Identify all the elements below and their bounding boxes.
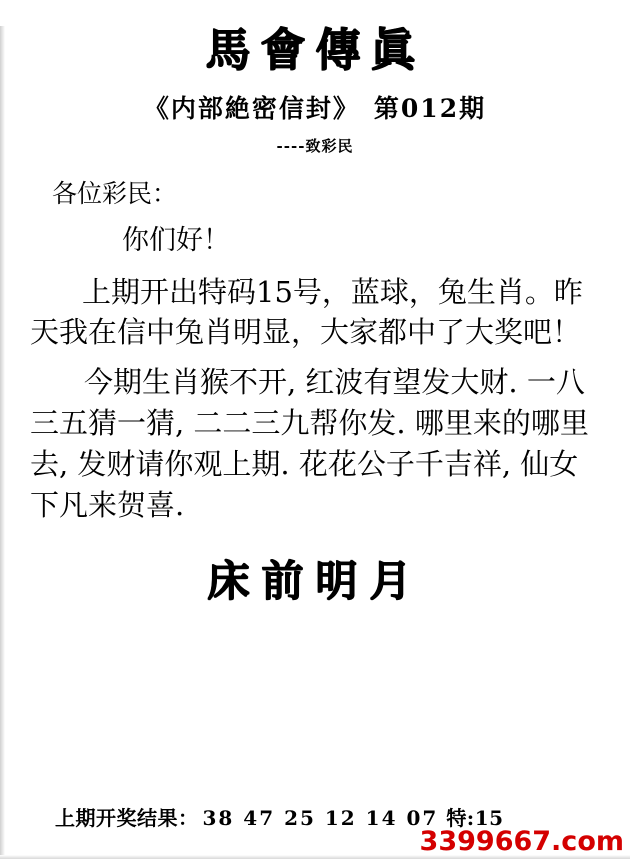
- subtitle-bracketed: 《内部絶密信封》: [143, 94, 360, 124]
- letter-body: [0, 176, 630, 526]
- salutation: 各位彩民：: [52, 179, 178, 209]
- document-page: [0, 23, 630, 859]
- highlight-phrase: 床前明月: [206, 556, 423, 606]
- paragraph-2: 今期生肖猴不开, 红波有望发大财. 一八三五猜一猜, 二二三九帮你发. 哪里来的哪里去, 发财请你观上期. 花花公子千吉祥, 仙女下凡来贺喜.: [30, 364, 589, 523]
- scan-edge-left: [0, 26, 5, 859]
- result-label: 上期开奖结果：: [55, 806, 199, 830]
- subtitle-row: [0, 89, 630, 125]
- dedication-line: ----致彩民: [276, 137, 354, 156]
- page-title: 馬會傳眞: [204, 23, 425, 76]
- site-watermark: 3399667.com: [419, 826, 624, 857]
- issue-label: 第012期: [373, 94, 487, 124]
- result-numbers: 38 47 25 12 14 07: [202, 806, 439, 830]
- greeting: 你们好！: [122, 224, 230, 256]
- result-special: 特:15: [446, 806, 504, 830]
- paragraph-1: 上期开出特码15号，蓝球，兔生肖。昨天我在信中兔肖明显，大家都中了大奖吧！: [30, 274, 583, 349]
